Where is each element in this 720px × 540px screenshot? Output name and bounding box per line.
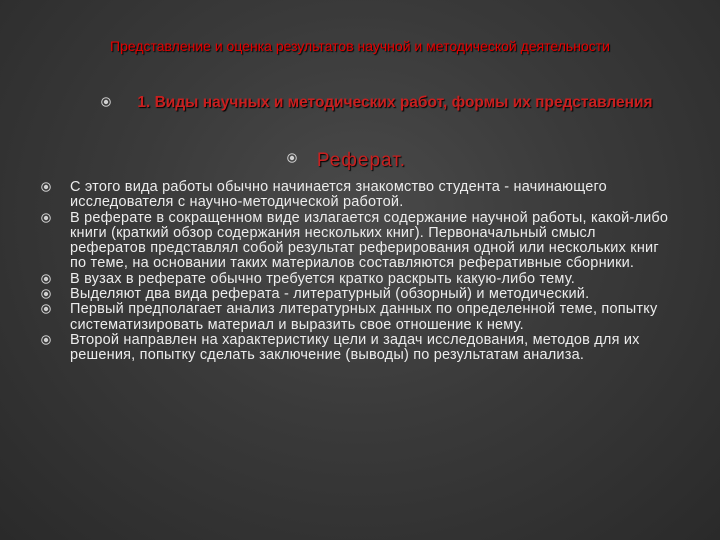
section-heading	[286, 150, 406, 172]
sun-bullet-icon	[40, 303, 52, 319]
list-item-text: Второй направлен на характеристику цели и задач исследования, методов для их решения, попытку сделать заключение (выводы) по результатам анализа.	[70, 331, 640, 364]
list-item	[40, 211, 670, 272]
bullet-list	[40, 180, 670, 364]
list-item-text: Выделяют два вида реферата - литературный (обзорный) и методический.	[70, 286, 590, 303]
list-item-text: В реферате в сокращенном виде излагается содержание научной работы, какой-либо книги (краткий обзор содержания нескольких книг). Первоначальный смысл рефератов представлял собой результат реферирования одной или нескольких книг по теме, на основании таких материалов составляются реферативные сборники.	[70, 209, 669, 272]
list-item-text: С этого вида работы обычно начинается знакомство студента - начинающего исследователя с научно-методической работой.	[70, 179, 607, 211]
section-subtitle-text: 1. Виды научных и методических работ, формы их представления	[137, 94, 653, 111]
sun-bullet-icon	[40, 212, 52, 228]
sun-bullet-icon	[100, 95, 112, 113]
sun-bullet-icon	[286, 151, 303, 167]
list-item-text: Первый предполагает анализ литературных данных по определенной теме, попытку систематизировать материал и выразить свое отношение к нему.	[70, 301, 658, 333]
list-item-text: В вузах в реферате обычно требуется кратко раскрыть какую-либо тему.	[70, 270, 575, 287]
list-item	[40, 302, 670, 333]
sun-bullet-icon	[40, 334, 52, 350]
slide-title: Представление и оценка результатов научной и методической деятельности	[110, 38, 610, 54]
list-item	[40, 180, 670, 211]
list-item	[40, 287, 670, 302]
section-heading-text: Реферат.	[316, 150, 407, 171]
list-item	[40, 333, 670, 364]
sun-bullet-icon	[40, 181, 52, 197]
list-item	[40, 272, 670, 287]
section-subtitle	[100, 94, 660, 112]
